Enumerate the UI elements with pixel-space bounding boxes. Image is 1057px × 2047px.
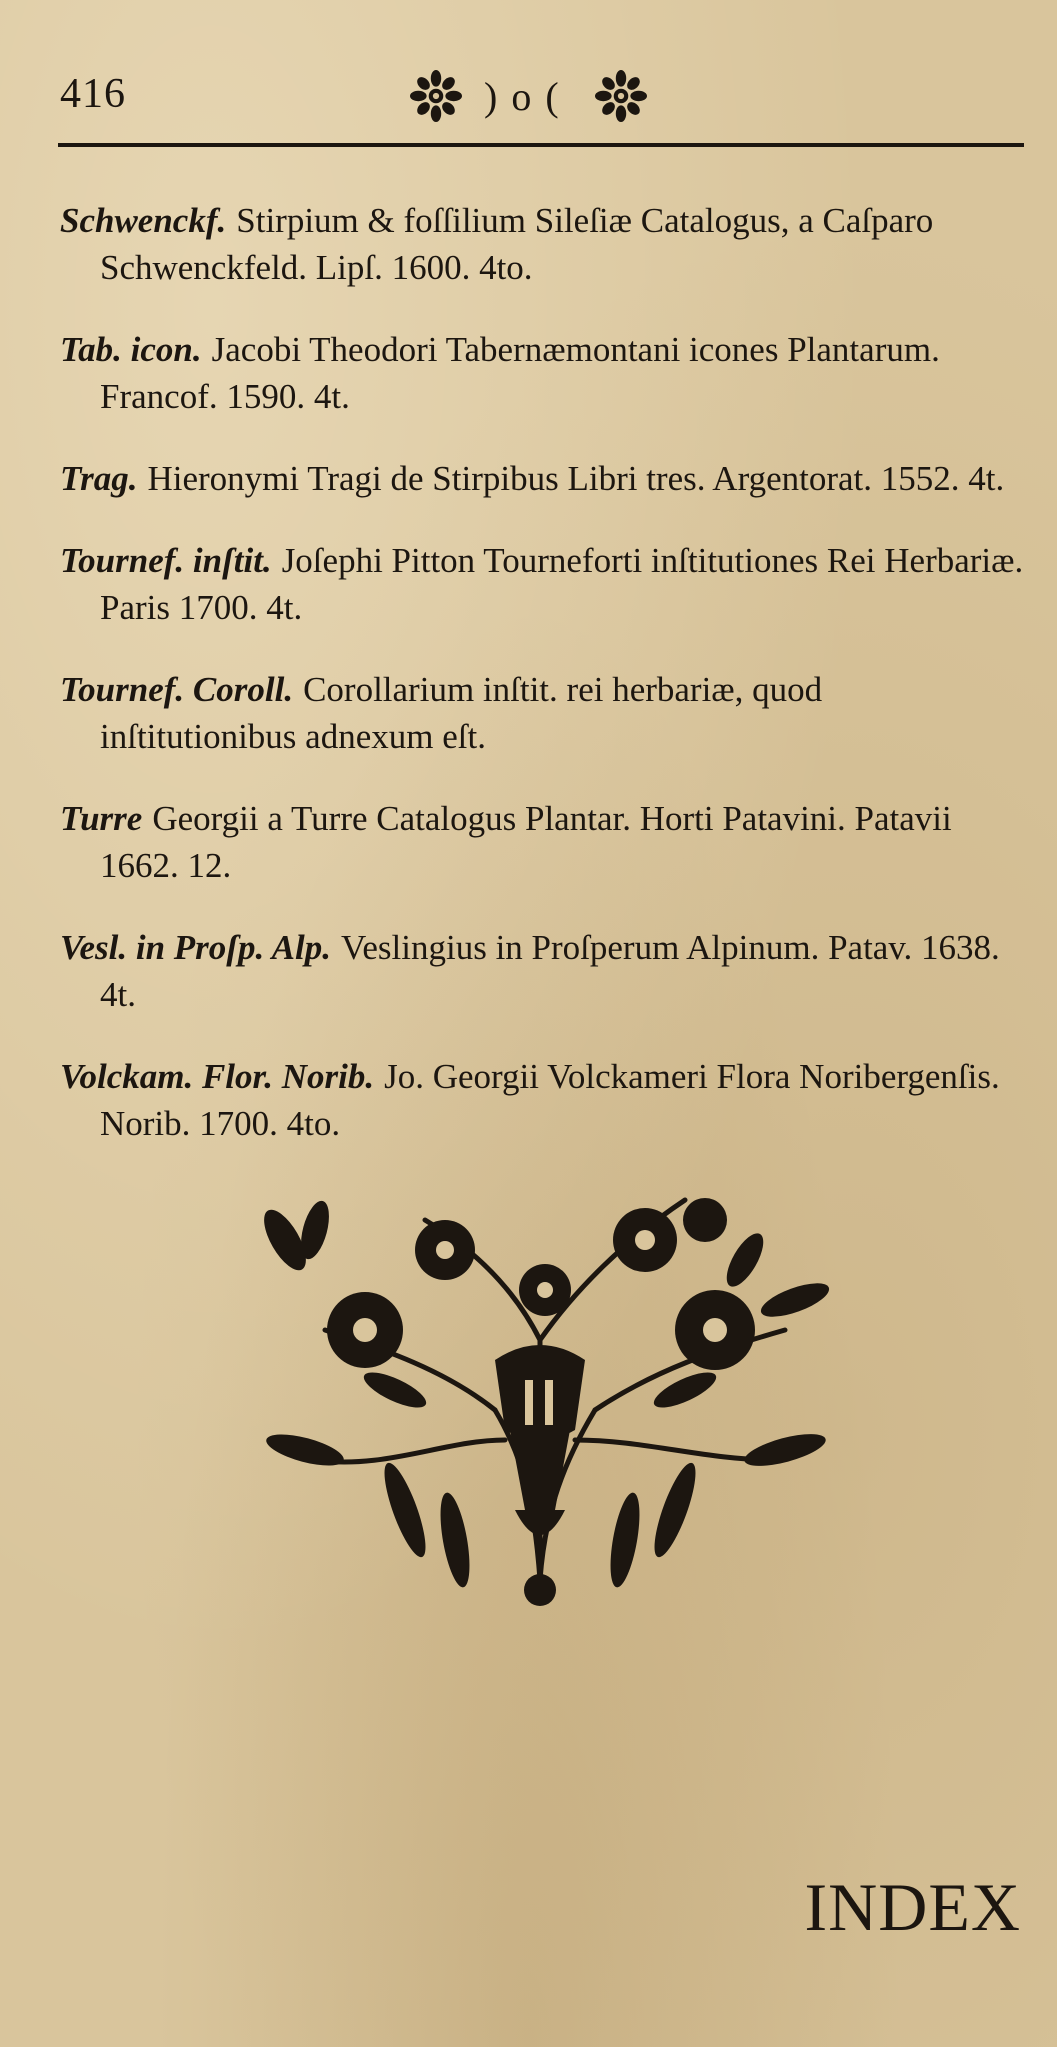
entry-text: Jacobi Theodori Tabernæmontani icones Plantarum. Francof. 1590. 4t. bbox=[100, 330, 940, 416]
entry-abbreviation: Tournef. inſtit. bbox=[60, 541, 272, 580]
entry-text: Georgii a Turre Catalogus Plantar. Horti Patavini. Patavii 1662. 12. bbox=[100, 799, 952, 885]
bibliography-entry bbox=[60, 1053, 1025, 1147]
entry-text: Stirpium & foſſilium Sileſiæ Catalogus, a Caſparo Schwenckfeld. Lipſ. 1600. 4to. bbox=[100, 201, 934, 287]
header-center-mark: )o( bbox=[484, 73, 573, 119]
bibliography-entry bbox=[60, 455, 1025, 502]
header-rule bbox=[58, 143, 1024, 147]
entry-abbreviation: Volckam. Flor. Norib. bbox=[60, 1057, 375, 1096]
entry-abbreviation: Vesl. in Proſp. Alp. bbox=[60, 928, 331, 967]
entry-abbreviation: Turre bbox=[60, 799, 143, 838]
flower-ornament-icon bbox=[595, 70, 647, 122]
bibliography-entry bbox=[60, 924, 1025, 1018]
bibliography-entry bbox=[60, 537, 1025, 631]
catchword: INDEX bbox=[804, 1869, 1021, 1945]
entry-text: Jo. Georgii Volckameri Flora Noribergenſis. Norib. 1700. 4to. bbox=[100, 1057, 1000, 1143]
entry-text: Hieronymi Tragi de Stirpibus Libri tres. Argentorat. 1552. 4t. bbox=[147, 459, 1005, 498]
entry-abbreviation: Trag. bbox=[60, 459, 138, 498]
entry-abbreviation: Tab. icon. bbox=[60, 330, 202, 369]
entry-abbreviation: Tournef. Coroll. bbox=[60, 670, 294, 709]
flower-ornament-icon bbox=[410, 70, 462, 122]
page-number: 416 bbox=[60, 71, 126, 117]
running-head bbox=[60, 70, 1020, 130]
entry-text: Veslingius in Proſperum Alpinum. Patav. 1638. 4t. bbox=[100, 928, 1000, 1014]
header-ornament bbox=[410, 70, 647, 122]
entry-text: Joſephi Pitton Tourneforti inſtitutiones Rei Herbariæ. Paris 1700. 4t. bbox=[100, 541, 1024, 627]
floral-vignette-icon bbox=[245, 1180, 835, 1610]
bibliography-list bbox=[60, 162, 1025, 1159]
entry-text: Corollarium inſtit. rei herbariæ, quod inſtitutionibus adnexum eſt. bbox=[100, 670, 823, 756]
bibliography-entry bbox=[60, 795, 1025, 889]
bibliography-entry bbox=[60, 326, 1025, 420]
bibliography-entry bbox=[60, 666, 1025, 760]
bibliography-entry bbox=[60, 197, 1025, 291]
entry-abbreviation: Schwenckf. bbox=[60, 201, 227, 240]
